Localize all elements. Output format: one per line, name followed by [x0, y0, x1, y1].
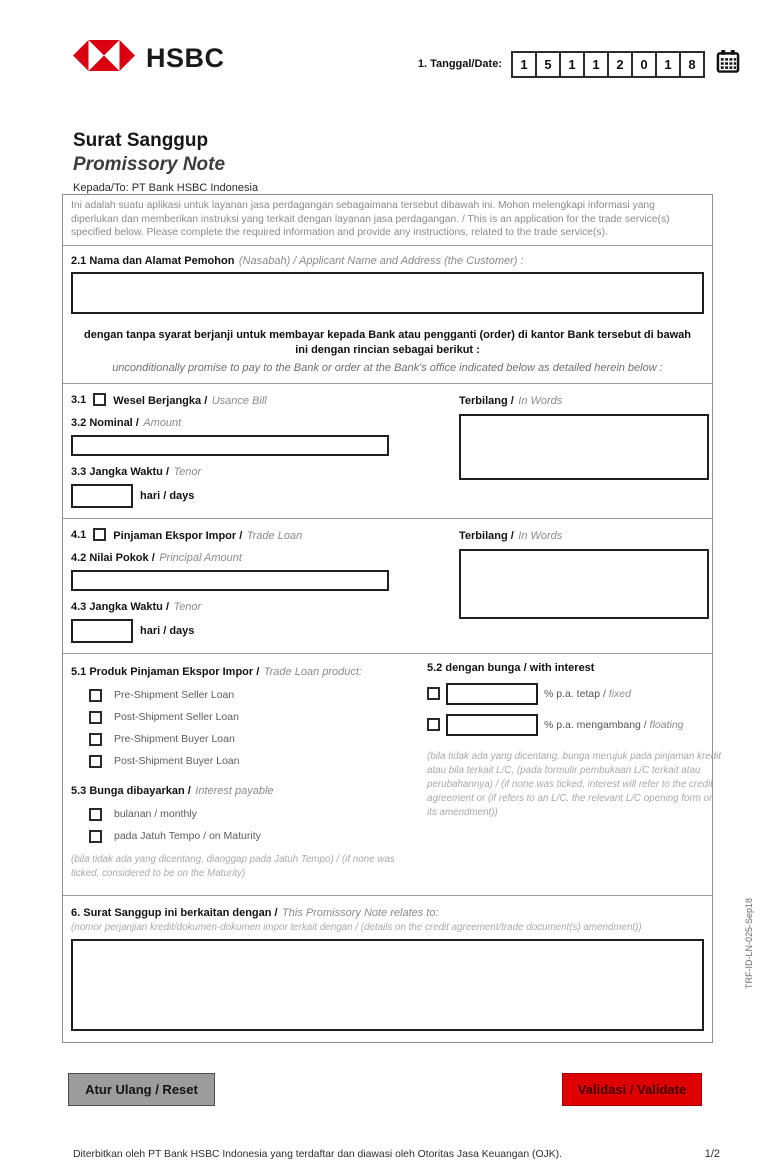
amount-in-words-field[interactable] — [459, 414, 709, 480]
option-label: Pre-Shipment Seller Loan — [114, 689, 235, 702]
action-buttons — [0, 1073, 768, 1106]
date-digit-cell[interactable]: 1 — [511, 51, 537, 78]
reset-button[interactable]: Atur Ulang / Reset — [68, 1073, 215, 1106]
date-digit-cell[interactable]: 0 — [631, 51, 657, 78]
option-post-shipment-buyer-loan[interactable] — [89, 755, 427, 768]
section-5-loan-product-interest — [63, 653, 722, 895]
nominal-label-id: 3.2 Nominal / — [71, 416, 139, 429]
hsbc-hexagon-icon — [73, 40, 135, 76]
option-pre-shipment-buyer-loan[interactable] — [89, 733, 427, 746]
in-words4-label-id: Terbilang / — [459, 529, 514, 542]
principal-amount-field[interactable] — [71, 570, 389, 591]
relates-to-label-en: This Promissory Note relates to: — [282, 906, 439, 919]
on-maturity-checkbox[interactable] — [89, 830, 102, 843]
loan-product-label-en: Trade Loan product: — [263, 665, 362, 678]
tenor-label-en: Tenor — [173, 465, 202, 478]
footer-regulatory-text: Diterbitkan oleh PT Bank HSBC Indonesia yang terdaftar dan diawasi oleh Otoritas Jasa Keuangan (OJK). — [73, 1149, 563, 1160]
section-6-relates-to — [63, 895, 712, 1042]
relates-to-field[interactable] — [71, 939, 704, 1031]
section-2-applicant — [63, 245, 712, 323]
floating-rate-label-id: % p.a. mengambang / — [544, 718, 647, 731]
nominal-label-en: Amount — [143, 416, 182, 429]
fixed-rate-label-en: fixed — [608, 687, 631, 700]
with-interest-note: (bila tidak ada yang dicentang, bunga merujuk pada pinjaman kredit atau bila terkait L/C, (pada formulir pembukaan L/C terkait atau perubahannya) / (if none was ticked, interest will refer to the credit agreement or (if refers to an L/C, the relevant L/C opening form or its amendment)) — [427, 750, 722, 819]
days4-label: hari / days — [140, 624, 195, 637]
tenor-days-field[interactable] — [71, 484, 133, 508]
option-label: Pre-Shipment Buyer Loan — [114, 733, 235, 746]
promise-line-english: unconditionally promise to pay to the Bank or order at the Bank's office indicated below as detailed herein below : — [112, 361, 663, 374]
form-body — [62, 194, 722, 1043]
section-3-right — [459, 391, 709, 508]
principal-in-words-field[interactable] — [459, 549, 709, 619]
floating-interest-checkbox[interactable] — [427, 718, 440, 731]
option-monthly[interactable] — [89, 808, 427, 821]
applicant-label-en: (Nasabah) / Applicant Name and Address (the Customer) : — [238, 254, 524, 267]
floating-rate-label-en: floating — [649, 718, 684, 731]
trade-loan-checkbox[interactable] — [93, 528, 106, 541]
tenor4-label-id: 4.3 Jangka Waktu / — [71, 600, 170, 613]
intro-instructions: Ini adalah suatu aplikasi untuk layanan jasa perdagangan sebagaimana tersebut dibawah ini. Mohon melengkapi informasi yang diperlukan dan memberikan instruksi yang terkait dengan layanan jasa perdagangan. / This is an application for the trade service(s) specified below. Please complete the required information and provide any instructions, related to the trade service(s). — [71, 200, 670, 239]
title-block — [73, 130, 768, 194]
post-shipment-buyer-loan-checkbox[interactable] — [89, 755, 102, 768]
hsbc-logo — [73, 40, 225, 76]
section-5-left — [71, 662, 427, 881]
nominal-amount-field[interactable] — [71, 435, 389, 456]
tenor4-days-field[interactable] — [71, 619, 133, 643]
pre-shipment-buyer-loan-checkbox[interactable] — [89, 733, 102, 746]
in-words-label-en: In Words — [518, 394, 563, 407]
addressee-line: Kepada/To: PT Bank HSBC Indonesia — [73, 182, 259, 194]
option-label: bulanan / monthly — [114, 808, 197, 821]
trade-loan-label-en: Trade Loan — [246, 529, 303, 542]
with-interest-title: 5.2 dengan bunga / with interest — [427, 661, 595, 674]
calendar-icon[interactable] — [716, 50, 740, 78]
date-input-cells — [511, 51, 705, 78]
pre-shipment-seller-loan-checkbox[interactable] — [89, 689, 102, 702]
trade-loan-label-id: Pinjaman Ekspor Impor / — [113, 529, 243, 542]
option-label: Post-Shipment Buyer Loan — [114, 755, 240, 768]
fixed-interest-rate-field[interactable] — [446, 683, 538, 705]
fixed-rate-label-id: % p.a. tetap / — [544, 687, 606, 700]
footer — [0, 1148, 768, 1160]
page-number: 1/2 — [704, 1148, 720, 1160]
fixed-interest-row — [427, 683, 723, 705]
interest-payable-label-en: Interest payable — [195, 784, 274, 797]
promise-line-indonesian: dengan tanpa syarat berjanji untuk membayar kepada Bank atau pengganti (order) di kantor Bank tersebut di bawah ini dengan rincian sebagai berikut : — [84, 328, 691, 357]
usance-bill-checkbox[interactable] — [93, 393, 106, 406]
hsbc-logo-text: HSBC — [146, 42, 225, 73]
principal-label-en: Principal Amount — [159, 551, 242, 564]
date-digit-cell[interactable]: 5 — [535, 51, 561, 78]
section-4-trade-loan — [63, 518, 712, 653]
relates-to-label-id: 6. Surat Sanggup ini berkaitan dengan / — [71, 906, 278, 919]
option-label: Post-Shipment Seller Loan — [114, 711, 239, 724]
in-words-label-id: Terbilang / — [459, 394, 514, 407]
section-5-right — [427, 662, 723, 881]
fixed-interest-checkbox[interactable] — [427, 687, 440, 700]
interest-payable-label-id: 5.3 Bunga dibayarkan / — [71, 784, 191, 797]
applicant-name-address-field[interactable] — [71, 272, 704, 314]
page-title-english: Promissory Note — [73, 154, 226, 175]
date-digit-cell[interactable]: 1 — [655, 51, 681, 78]
floating-interest-rate-field[interactable] — [446, 714, 538, 736]
monthly-checkbox[interactable] — [89, 808, 102, 821]
date-digit-cell[interactable]: 2 — [607, 51, 633, 78]
form-reference-code: TRF-ID-LN-025-Sep18 — [744, 898, 754, 990]
option-pre-shipment-seller-loan[interactable] — [89, 689, 427, 702]
option-on-maturity[interactable] — [89, 830, 427, 843]
trade-loan-number: 4.1 — [71, 528, 87, 541]
date-digit-cell[interactable]: 8 — [679, 51, 705, 78]
usance-bill-label-en: Usance Bill — [211, 394, 267, 407]
relates-to-note: (nomor perjanjian kredit/dokumen-dokumen impor terkait dengan / (details on the credit agreement/trade document(s) amendment)) — [71, 921, 642, 933]
date-label: 1. Tanggal/Date: — [417, 58, 502, 70]
tenor4-label-en: Tenor — [173, 600, 202, 613]
validate-button[interactable]: Validasi / Validate — [562, 1073, 702, 1106]
promise-statement — [63, 323, 712, 383]
applicant-label-id: 2.1 Nama dan Alamat Pemohon — [71, 254, 235, 267]
section-3-left — [71, 391, 459, 508]
option-label: pada Jatuh Tempo / on Maturity — [114, 830, 261, 843]
date-section — [418, 50, 740, 78]
section-4-left — [71, 526, 459, 643]
date-digit-cell[interactable]: 1 — [559, 51, 585, 78]
interest-payable-note: (bila tidak ada yang dicentang, dianggap pada Jatuh Tempo) / (if none was ticked, considered to be on the Maturity) — [71, 853, 395, 879]
post-shipment-seller-loan-checkbox[interactable] — [89, 711, 102, 724]
page-title-indonesian: Surat Sanggup — [73, 130, 209, 151]
usance-bill-number: 3.1 — [71, 393, 87, 406]
in-words4-label-en: In Words — [518, 529, 563, 542]
days-label: hari / days — [140, 489, 195, 502]
section-3-usance-bill — [63, 383, 712, 518]
floating-interest-row — [427, 714, 723, 736]
usance-bill-label-id: Wesel Berjangka / — [113, 394, 208, 407]
loan-product-label-id: 5.1 Produk Pinjaman Ekspor Impor / — [71, 665, 260, 678]
tenor-label-id: 3.3 Jangka Waktu / — [71, 465, 170, 478]
header — [0, 0, 768, 78]
principal-label-id: 4.2 Nilai Pokok / — [71, 551, 155, 564]
date-digit-cell[interactable]: 1 — [583, 51, 609, 78]
section-4-right — [459, 526, 709, 643]
option-post-shipment-seller-loan[interactable] — [89, 711, 427, 724]
